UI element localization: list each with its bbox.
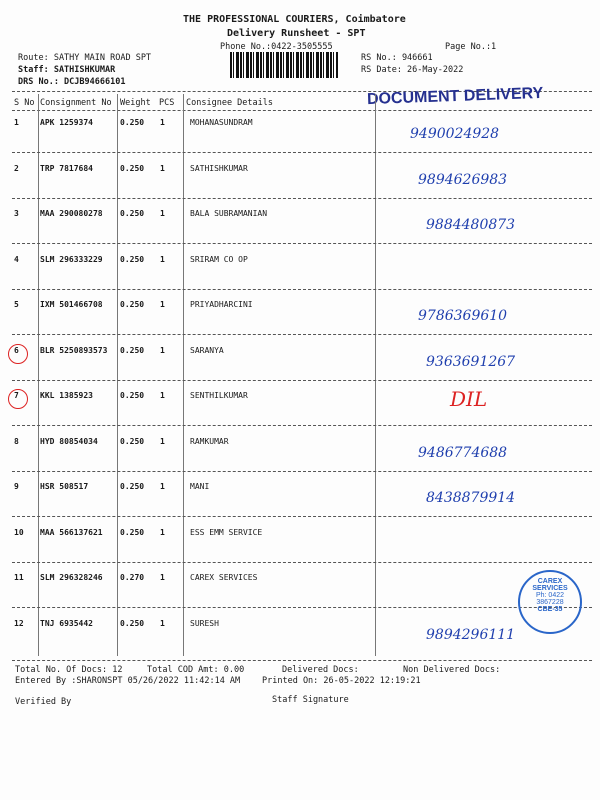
carex-services-seal [518, 570, 582, 634]
cell-sno: 7 [14, 391, 19, 400]
staff-signature: Staff Signature [272, 695, 349, 705]
cell-wt: 0.250 [120, 618, 145, 628]
row-divider [12, 334, 592, 335]
total-docs: Total No. Of Docs: 12 [15, 665, 123, 675]
cell-wt: 0.250 [120, 527, 145, 537]
total-cod: Total COD Amt: 0.00 [147, 665, 245, 675]
cell-wt: 0.250 [120, 163, 145, 173]
red-circle-mark [8, 344, 28, 364]
handwritten-note: 9486774688 [418, 444, 508, 461]
cell-sno: 3 [14, 209, 19, 218]
cell-sno: 8 [14, 436, 19, 446]
cell-name: SURESH [190, 618, 219, 628]
cell-wt: 0.270 [120, 573, 145, 582]
cell-name: ESS EMM SERVICE [190, 527, 263, 537]
column-line [117, 94, 118, 656]
cell-name: SATHISHKUMAR [190, 163, 248, 173]
cell-pcs: 1 [160, 527, 165, 537]
cell-wt: 0.250 [120, 436, 145, 446]
handwritten-note: 9490024928 [410, 126, 500, 142]
delivered-docs: Delivered Docs: [282, 665, 359, 675]
row-divider [12, 243, 592, 244]
document-title: Delivery Runsheet - SPT [227, 28, 366, 39]
divider [12, 660, 592, 661]
cell-sno: 2 [14, 163, 19, 173]
printed-on: Printed On: 26-05-2022 12:19:21 [262, 676, 421, 686]
row-divider [12, 425, 592, 426]
cell-sno: 12 [14, 618, 24, 628]
handwritten-note: 9363691267 [426, 353, 516, 370]
red-circle-mark [8, 389, 28, 409]
phone-number: Phone No.:0422-3505555 [220, 42, 333, 52]
seal-text: 3867228 [536, 599, 564, 606]
cell-name: MANI [190, 482, 210, 491]
cell-cn: SLM 296333229 [40, 254, 103, 264]
cell-sno: 9 [14, 482, 19, 491]
cell-pcs: 1 [160, 618, 165, 628]
cell-pcs: 1 [160, 209, 165, 218]
entered-by: Entered By :SHARONSPT 05/26/2022 11:42:14 AM [15, 676, 241, 686]
cell-cn: MAA 566137621 [40, 527, 103, 537]
route: Route: SATHY MAIN ROAD SPT [18, 53, 152, 63]
seal-text: Ph: 0422 [535, 592, 565, 599]
col-header-sno: S No [14, 98, 35, 108]
handwritten-note: DIL [450, 387, 488, 411]
cell-cn: HSR 508517 [40, 482, 89, 491]
company-name: THE PROFESSIONAL COURIERS, Coimbatore [183, 14, 406, 25]
cell-cn: IXM 501466708 [40, 300, 103, 309]
seal-text: CAREX SERVICES [532, 578, 568, 592]
row-divider [12, 380, 592, 381]
cell-pcs: 1 [160, 163, 165, 173]
cell-sno: 1 [14, 118, 19, 127]
row-divider [12, 471, 592, 472]
cell-wt: 0.250 [120, 254, 145, 264]
cell-wt: 0.250 [120, 118, 145, 127]
cell-pcs: 1 [160, 436, 165, 446]
divider [12, 110, 592, 111]
staff: Staff: SATHISHKUMAR [18, 65, 116, 75]
handwritten-note: 9894296111 [426, 626, 516, 643]
cell-wt: 0.250 [120, 391, 145, 400]
cell-wt: 0.250 [120, 209, 145, 218]
cell-cn: BLR 5250893573 [40, 345, 108, 355]
col-header-weight: Weight [120, 98, 151, 108]
column-line [38, 94, 39, 656]
row-divider [12, 607, 592, 608]
row-divider [12, 198, 592, 199]
cell-cn: HYD 80854034 [40, 436, 98, 446]
col-header-pcs: PCS [159, 98, 175, 108]
drs-number: DRS No.: DCJB94666101 [18, 77, 126, 87]
verified-by: Verified By [15, 697, 72, 707]
cell-name: BALA SUBRAMANIAN [190, 209, 268, 218]
handwritten-note: 9884480873 [426, 217, 516, 233]
cell-cn: KKL 1385923 [40, 391, 93, 400]
cell-wt: 0.250 [120, 345, 145, 355]
cell-sno: 10 [14, 527, 24, 537]
cell-wt: 0.250 [120, 482, 145, 491]
seal-text: CBE-35 [537, 606, 563, 613]
cell-wt: 0.250 [120, 300, 145, 309]
cell-pcs: 1 [160, 118, 165, 127]
cell-name: SRIRAM CO OP [190, 254, 248, 264]
cell-sno: 11 [14, 573, 24, 582]
cell-sno: 4 [14, 254, 19, 264]
column-line [375, 94, 376, 656]
non-delivered-docs: Non Delivered Docs: [403, 665, 501, 675]
rs-number: RS No.: 946661 [361, 53, 433, 63]
cell-sno: 5 [14, 300, 19, 309]
col-header-consignee: Consignee Details [186, 98, 273, 108]
page-number: Page No.:1 [445, 42, 497, 52]
cell-pcs: 1 [160, 573, 165, 582]
cell-name: PRIYADHARCINI [190, 300, 253, 309]
barcode [230, 52, 338, 78]
rs-date: RS Date: 26-May-2022 [361, 65, 464, 75]
cell-cn: APK 1259374 [40, 118, 93, 127]
col-header-consignment: Consignment No [40, 98, 112, 108]
column-line [183, 94, 184, 656]
cell-pcs: 1 [160, 300, 165, 309]
handwritten-note: 9786369610 [418, 308, 508, 324]
cell-pcs: 1 [160, 345, 165, 355]
row-divider [12, 152, 592, 153]
cell-cn: TNJ 6935442 [40, 618, 93, 628]
cell-pcs: 1 [160, 391, 165, 400]
cell-cn: SLM 296328246 [40, 573, 103, 582]
row-divider [12, 562, 592, 563]
cell-pcs: 1 [160, 482, 165, 491]
cell-name: CAREX SERVICES [190, 573, 258, 582]
document-delivery-stamp: DOCUMENT DELIVERY [366, 84, 544, 109]
handwritten-note: 9894626983 [418, 171, 508, 188]
handwritten-note: 8438879914 [426, 490, 516, 506]
cell-name: RAMKUMAR [190, 436, 229, 446]
row-divider [12, 289, 592, 290]
row-divider [12, 516, 592, 517]
cell-cn: TRP 7817684 [40, 163, 93, 173]
cell-name: SENTHILKUMAR [190, 391, 248, 400]
cell-cn: MAA 290080278 [40, 209, 103, 218]
cell-name: MOHANASUNDRAM [190, 118, 253, 127]
cell-pcs: 1 [160, 254, 165, 264]
cell-name: SARANYA [190, 345, 224, 355]
cell-sno: 6 [14, 345, 19, 355]
